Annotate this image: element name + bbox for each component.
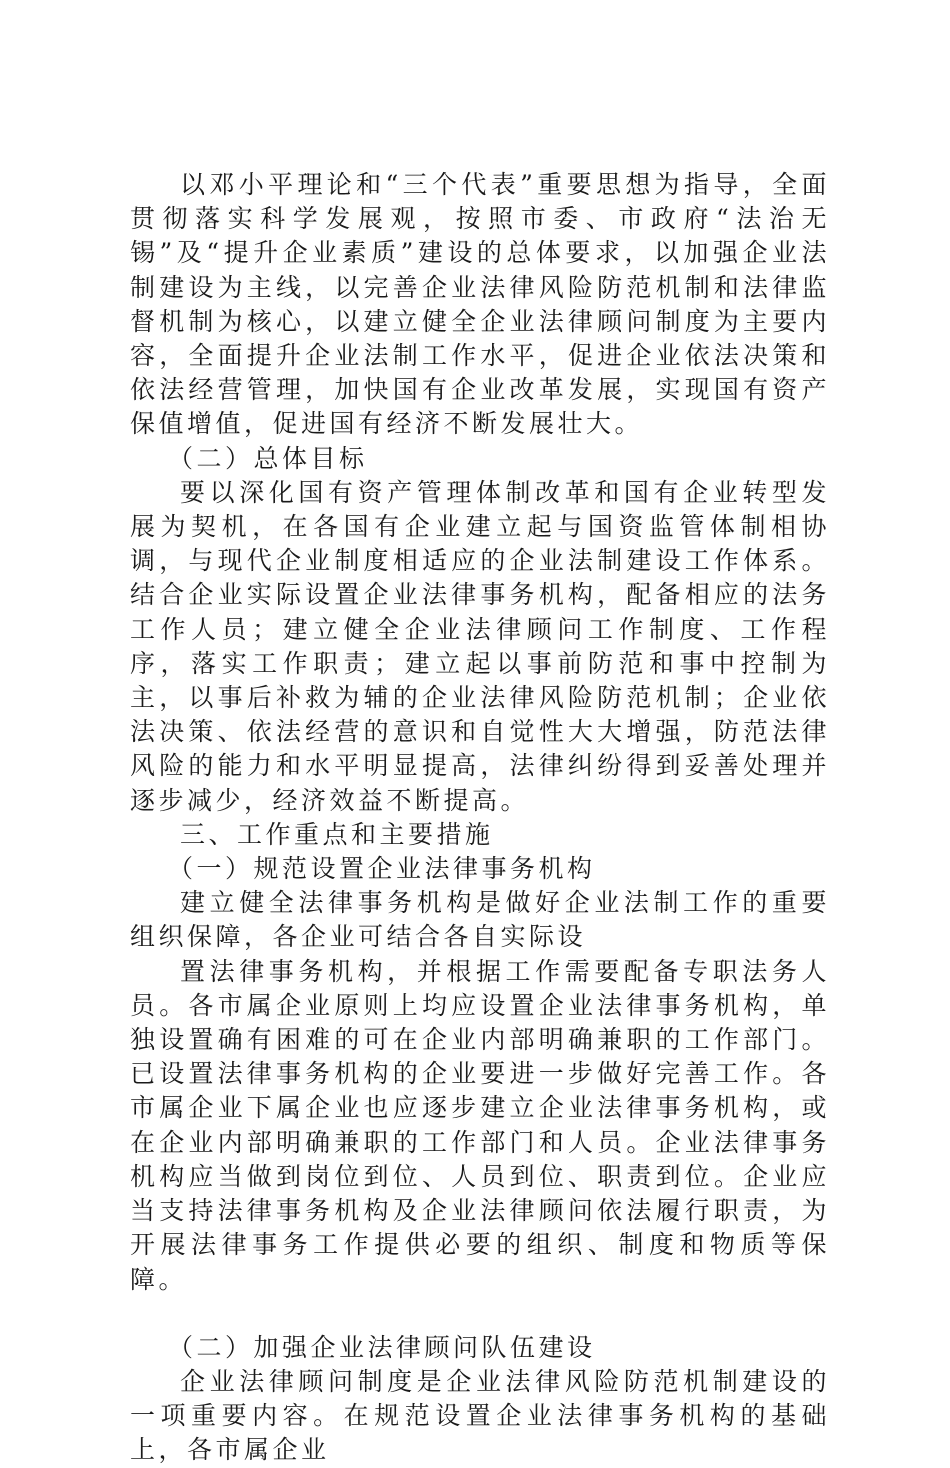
heading-legal-affairs-agency: （一）规范设置企业法律事务机构 (168, 854, 596, 884)
paragraph-overall-goal: 要以深化国有资产管理体制改革和国有企业转型发展为契机，在各国有企业建立起与国资监管体制相协调，与现代企业制度相适应的企业法制建设工作体系。结合企业实际设置企业法律事务机构，配备相应的法务工作人员；建立健全企业法律顾问工作制度、工作程序，落实工作职责；建立起以事前防范和事中控制为主，以事后补救为辅的企业法律风险防范机制；企业依法决策、依法经营的意识和自觉性大大增强，防范法律风险的能力和水平明显提高，法律纠纷得到妥善处理并逐步减少，经济效益不断提高。 (130, 477, 830, 815)
paragraph-legal-affairs-agency-body: 置法律事务机构，并根据工作需要配备专职法务人员。各市属企业原则上均应设置企业法律事务机构，单独设置确有困难的可在企业内部明确兼职的工作部门。已设置法律事务机构的企业要进一步做好完善工作。各市属企业下属企业也应逐步建立企业法律事务机构，或在企业内部明确兼职的工作部门和人员。企业法律事务机构应当做到岗位到位、人员到位、职责到位。企业应当支持法律事务机构及企业法律顾问依法履行职责，为开展法律事务工作提供必要的组织、制度和物质等保障。 (130, 956, 830, 1294)
paragraph-legal-advisor-team: 企业法律顾问制度是企业法律风险防范机制建设的一项重要内容。在规范设置企业法律事务机构的基础上，各市属企业 (130, 1366, 830, 1465)
heading-legal-advisor-team: （二）加强企业法律顾问队伍建设 (168, 1332, 596, 1362)
paragraph-guiding-ideology: 以邓小平理论和“三个代表”重要思想为指导，全面贯彻落实科学发展观，按照市委、市政府“法治无锡”及“提升企业素质”建设的总体要求，以加强企业法制建设为主线，以完善企业法律风险防范机制和法律监督机制为核心，以建立健全企业法律顾问制度为主要内容，全面提升企业法制工作水平，促进企业依法决策和依法经营管理，加快国有企业改革发展，实现国有资产保值增值，促进国有经济不断发展壮大。 (130, 170, 830, 439)
paragraph-gap (130, 1297, 830, 1331)
heading-key-tasks: 三、工作重点和主要措施 (180, 819, 494, 849)
heading-overall-goal: （二）总体目标 (168, 443, 368, 473)
document-page (130, 168, 830, 1468)
paragraph-legal-affairs-agency-intro: 建立健全法律事务机构是做好企业法制工作的重要组织保障，各企业可结合各自实际设 (130, 888, 830, 952)
